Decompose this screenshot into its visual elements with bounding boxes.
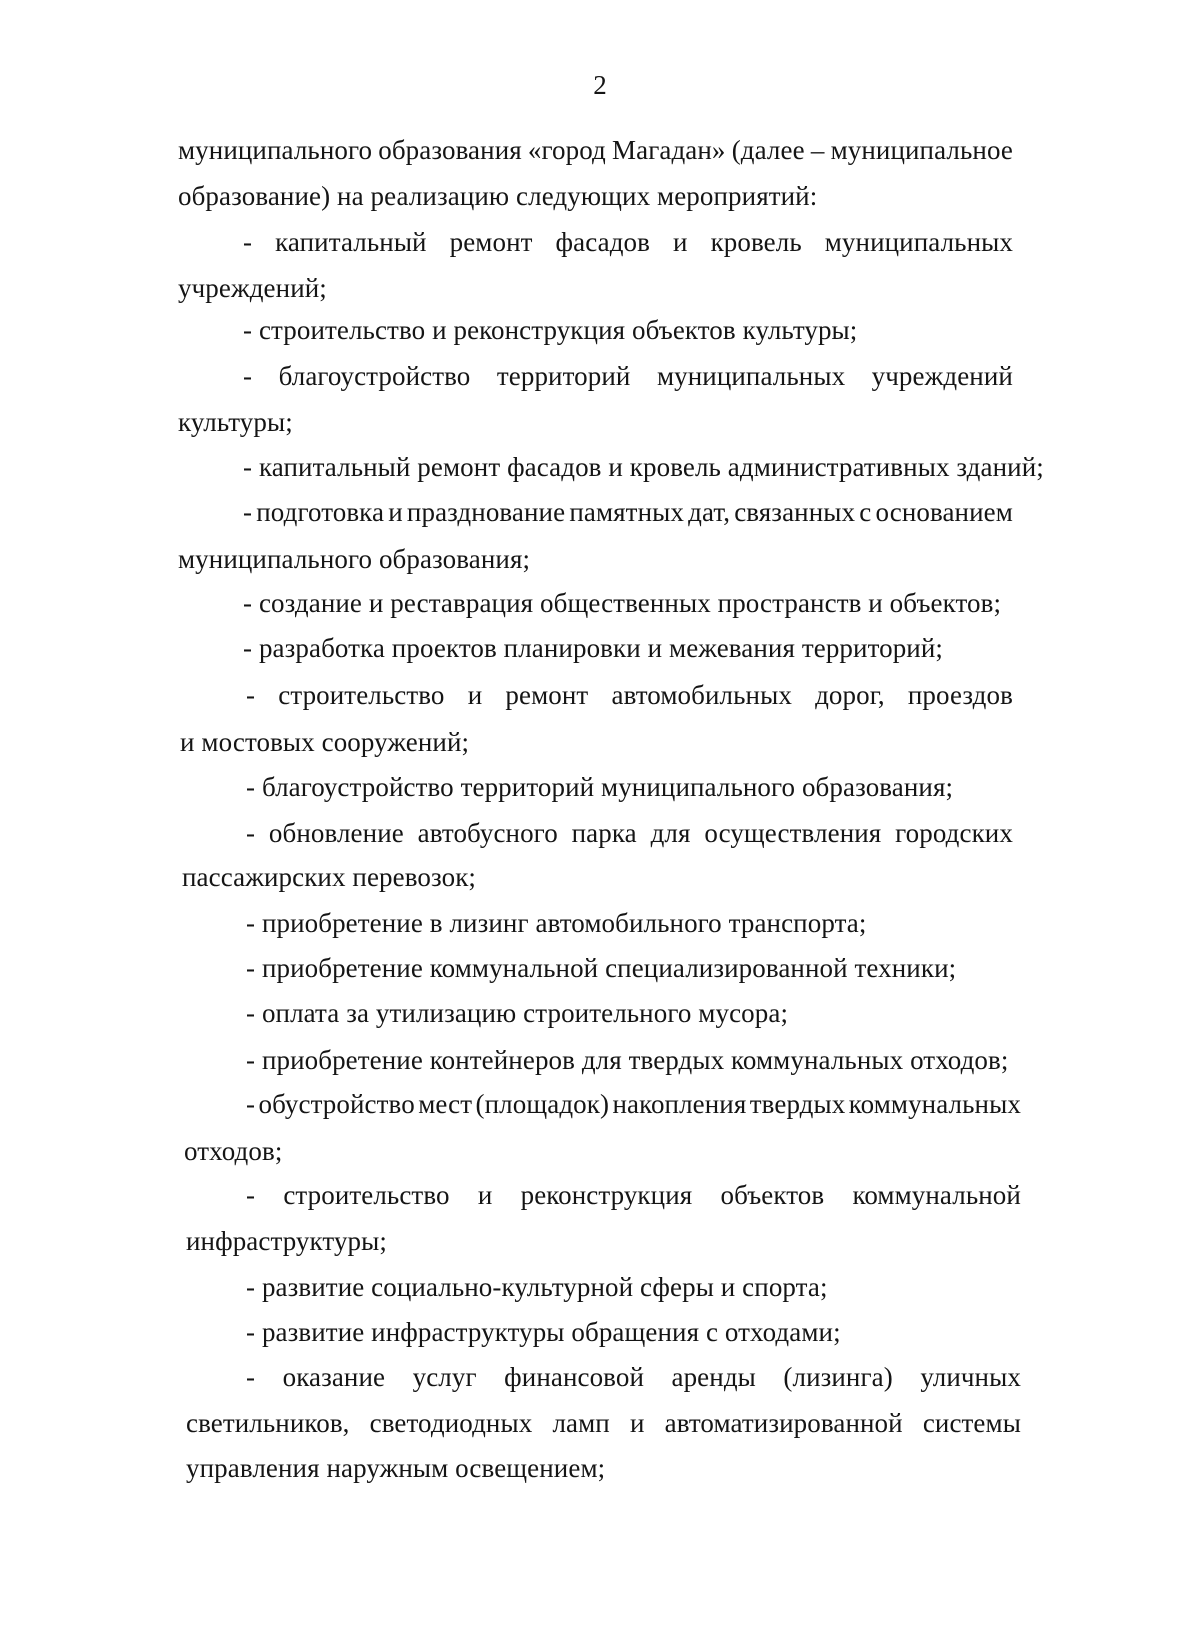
word: основанием	[875, 497, 1013, 527]
text-line	[243, 356, 1013, 396]
word: -	[246, 1180, 256, 1210]
word: муниципальное	[830, 135, 1013, 165]
text-line: - приобретение коммунальной специализированной техники;	[246, 953, 957, 983]
word: мест	[418, 1089, 473, 1119]
word: ламп	[552, 1408, 610, 1438]
word: -	[243, 361, 253, 391]
word: и	[673, 227, 688, 257]
word: капитальный	[275, 227, 427, 257]
text-line	[246, 813, 1013, 853]
word: системы	[922, 1408, 1021, 1438]
text-line: образование) на реализацию следующих мероприятий:	[178, 181, 818, 211]
word: автомобильных	[611, 680, 792, 710]
word: обустройство	[258, 1089, 415, 1119]
text-line: - благоустройство территорий муниципального образования;	[246, 772, 954, 802]
word: оказание	[282, 1362, 386, 1392]
word: муниципального	[178, 135, 373, 165]
text-line: муниципального образования;	[178, 544, 531, 574]
text-line: и мостовых сооружений;	[180, 727, 470, 757]
word: городских	[895, 818, 1013, 848]
text-line	[246, 1357, 1021, 1397]
word: финансовой	[504, 1362, 644, 1392]
word: празднование	[406, 497, 566, 527]
word: светодиодных	[369, 1408, 533, 1438]
text-line: - создание и реставрация общественных пространств и объектов;	[243, 588, 1002, 618]
word: -	[243, 227, 253, 257]
word: парка	[571, 818, 637, 848]
word: строительство	[278, 680, 445, 710]
word: учреждений	[871, 361, 1013, 391]
text-line	[186, 1403, 1021, 1443]
word: благоустройство	[278, 361, 471, 391]
word: аренды	[671, 1362, 756, 1392]
word: -	[246, 818, 256, 848]
text-line: - приобретение в лизинг автомобильного транспорта;	[246, 908, 867, 938]
word: коммунальной	[852, 1180, 1021, 1210]
word: автобусного	[417, 818, 558, 848]
word: «город	[527, 135, 606, 165]
word: обновление	[268, 818, 404, 848]
text-line	[178, 130, 1013, 170]
word: строительство	[283, 1180, 450, 1210]
text-line: управления наружным освещением;	[186, 1453, 606, 1483]
word: ремонт	[505, 680, 589, 710]
text-line: - оплата за утилизацию строительного мусора;	[246, 998, 789, 1028]
word: уличных	[920, 1362, 1021, 1392]
word: связанных	[734, 497, 856, 527]
word: –	[810, 135, 825, 165]
text-line	[246, 1084, 1021, 1124]
text-line	[246, 675, 1013, 715]
word: светильников,	[186, 1408, 350, 1438]
word: и	[467, 680, 483, 710]
word: -	[246, 1362, 256, 1392]
word: муниципальных	[656, 361, 846, 391]
word: с	[859, 497, 872, 527]
text-line: пассажирских перевозок;	[182, 862, 477, 892]
word: (площадок)	[475, 1089, 610, 1119]
text-line: - разработка проектов планировки и межевания территорий;	[243, 633, 944, 663]
word: муниципальных	[824, 227, 1013, 257]
word: фасадов	[555, 227, 650, 257]
text-line: - развитие инфраструктуры обращения с отходами;	[246, 1317, 841, 1347]
word: -	[243, 497, 253, 527]
text-line: культуры;	[178, 407, 293, 437]
word: коммунальных	[848, 1089, 1021, 1119]
word: реконструкция	[520, 1180, 693, 1210]
word: автоматизированной	[664, 1408, 903, 1438]
word: подготовка	[256, 497, 385, 527]
text-line: - строительство и реконструкция объектов культуры;	[243, 315, 858, 345]
word: услуг	[412, 1362, 477, 1392]
word: ремонт	[449, 227, 533, 257]
word: (лизинга)	[783, 1362, 893, 1392]
word: накопления	[612, 1089, 747, 1119]
word: (далее	[731, 135, 805, 165]
word: памятных	[569, 497, 684, 527]
text-line	[246, 1175, 1021, 1215]
word: образования	[378, 135, 522, 165]
word: дорог,	[815, 680, 885, 710]
word: -	[246, 1089, 256, 1119]
word: и	[629, 1408, 645, 1438]
text-line: - развитие социально-культурной сферы и спорта;	[246, 1272, 828, 1302]
word: объектов	[720, 1180, 825, 1210]
word: проездов	[907, 680, 1013, 710]
word: дат,	[688, 497, 731, 527]
text-line: отходов;	[184, 1136, 283, 1166]
word: и	[388, 497, 403, 527]
word: для	[650, 818, 691, 848]
text-line: инфраструктуры;	[186, 1226, 387, 1256]
word: территорий	[496, 361, 631, 391]
word: кровель	[710, 227, 802, 257]
word: твердых	[749, 1089, 846, 1119]
word: -	[246, 680, 256, 710]
text-line: - приобретение контейнеров для твердых коммунальных отходов;	[246, 1045, 1009, 1075]
text-line	[243, 222, 1013, 262]
text-line: учреждений;	[178, 273, 327, 303]
text-line	[243, 492, 1013, 532]
text-line: - капитальный ремонт фасадов и кровель административных зданий;	[243, 452, 1044, 482]
word: осуществления	[704, 818, 882, 848]
word: Магадан»	[612, 135, 726, 165]
word: и	[477, 1180, 493, 1210]
page-number: 2	[593, 70, 607, 100]
